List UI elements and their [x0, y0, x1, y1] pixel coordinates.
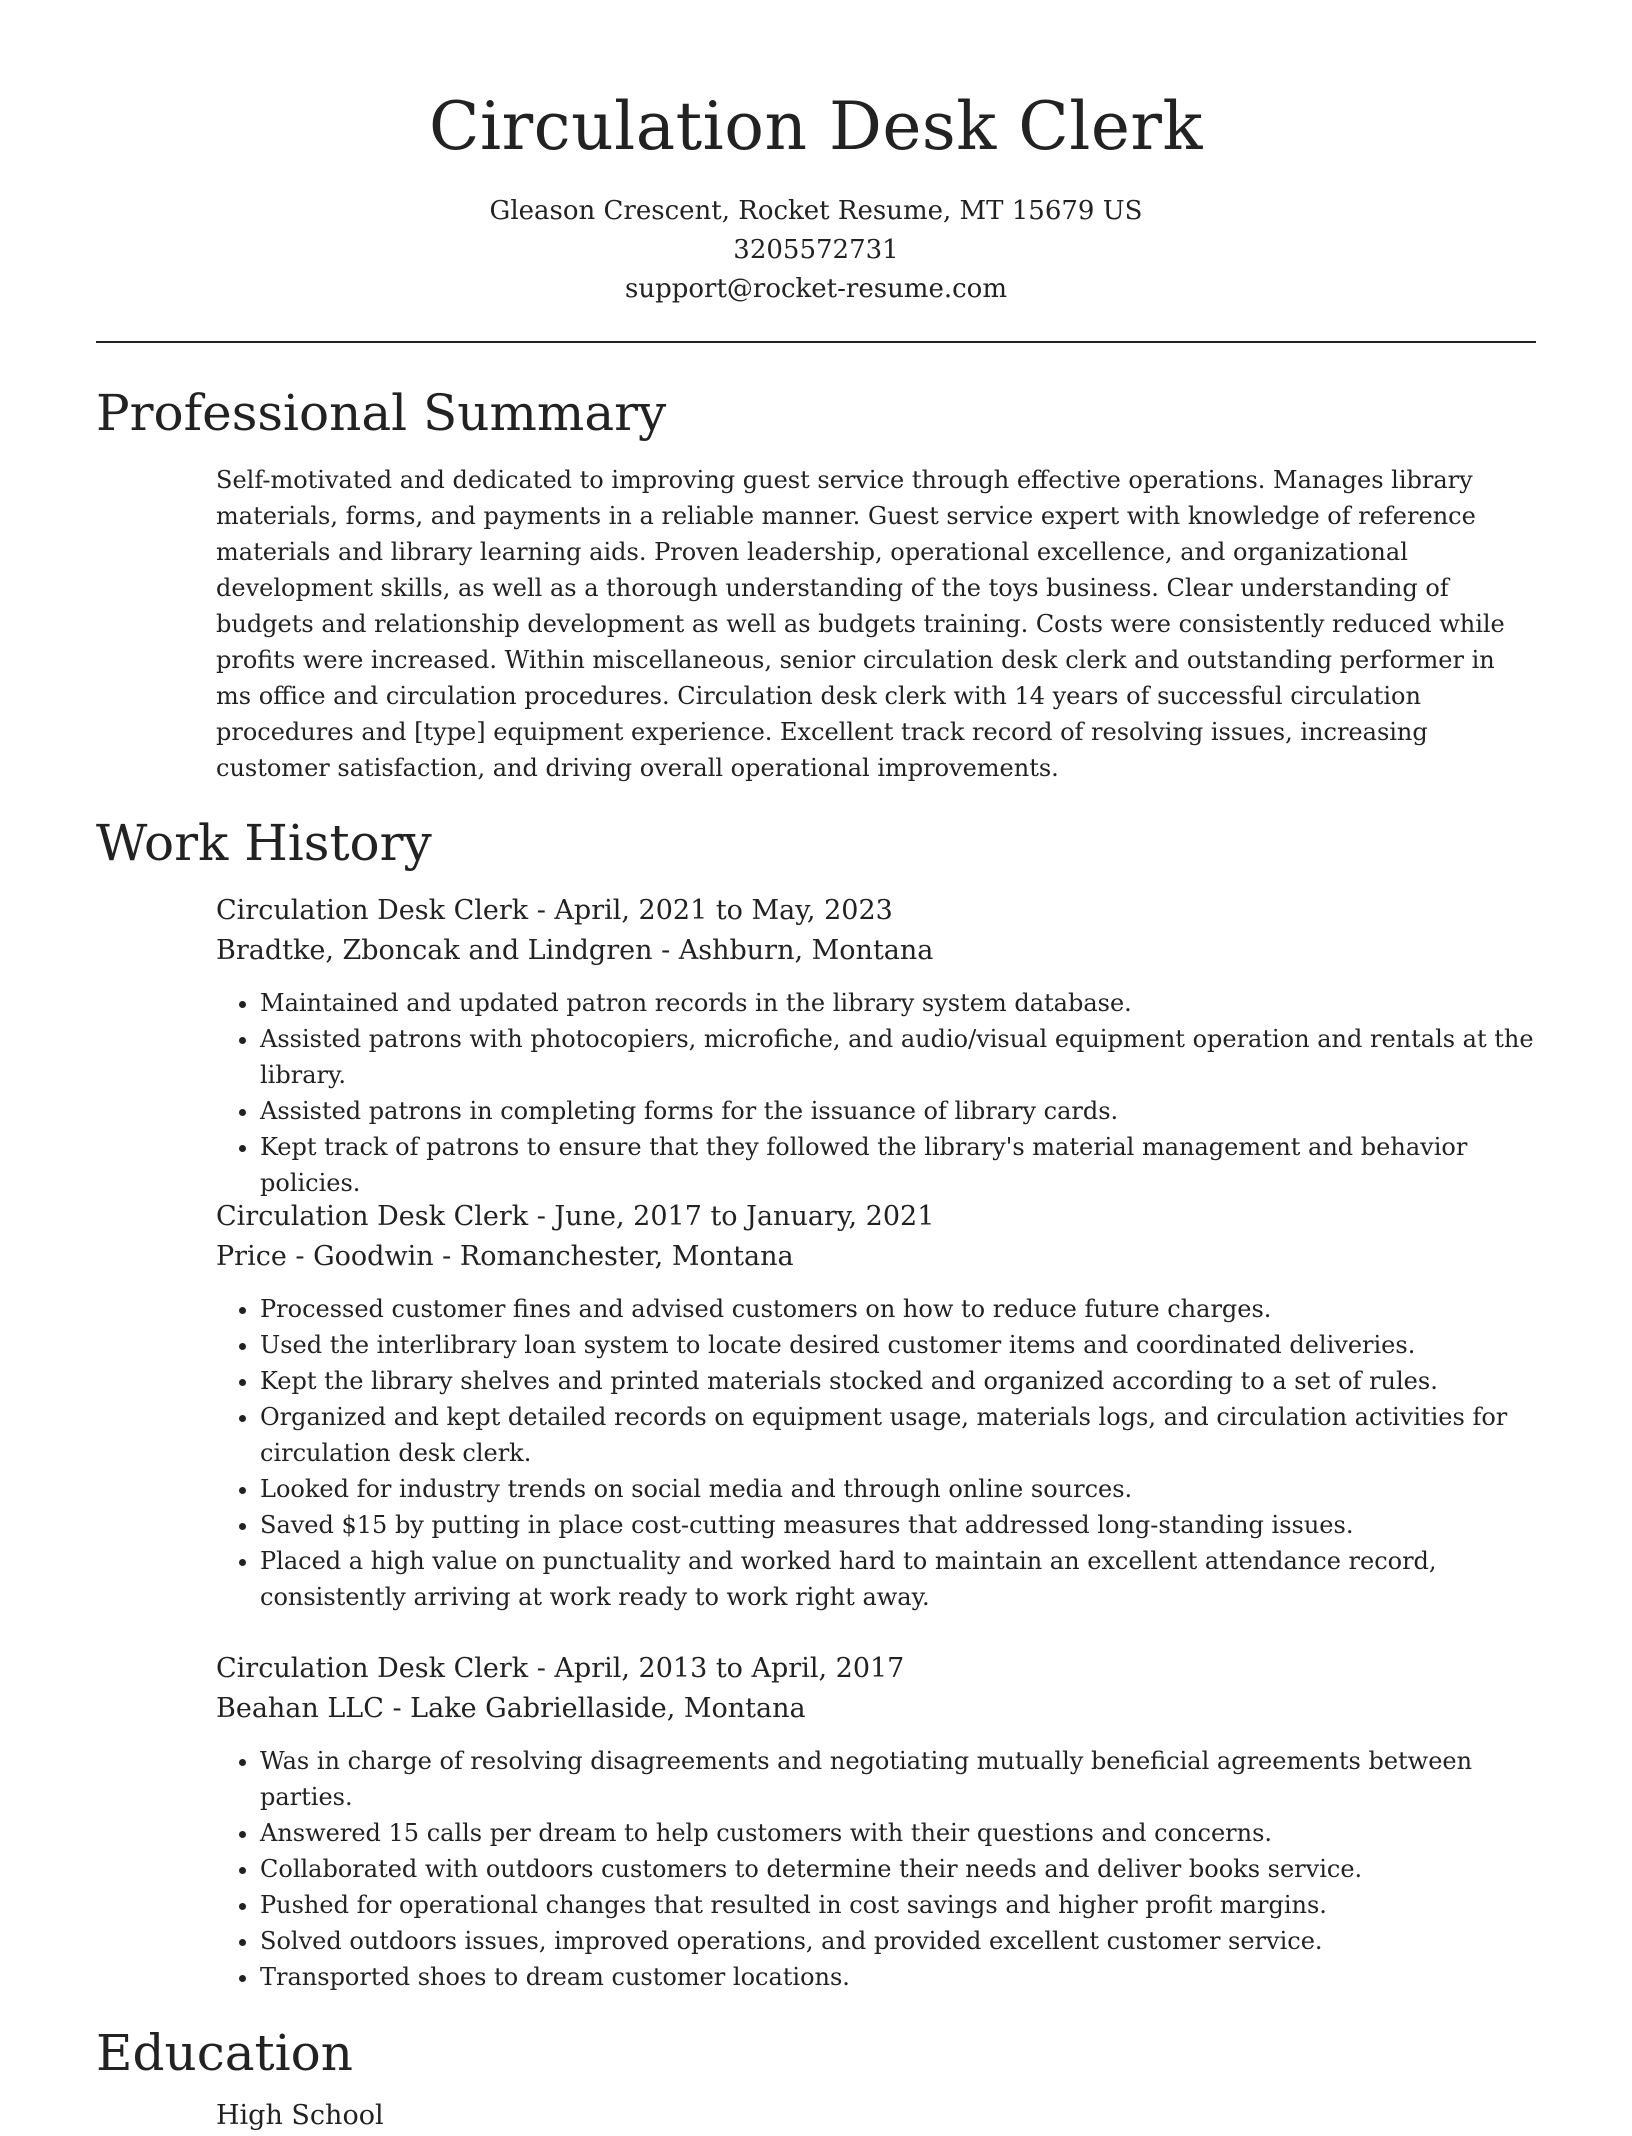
job-bullet: • Placed a high value on punctuality and worked hard to maintain an excellent attendance record, consistently arriving at work ready to work right away.	[260, 1543, 1536, 1615]
job-entry	[216, 891, 1536, 1201]
job-bullet: • Solved outdoors issues, improved operations, and provided excellent customer service.	[260, 1923, 1536, 1959]
job-bullet: • Maintained and updated patron records in the library system database.	[260, 985, 1536, 1021]
job-bullet: • Was in charge of resolving disagreements and negotiating mutually beneficial agreements between parties.	[260, 1743, 1536, 1815]
contact-block	[0, 192, 1632, 309]
job-bullet: • Saved $15 by putting in place cost-cutting measures that addressed long-standing issues.	[260, 1507, 1536, 1543]
job-bullet: • Collaborated with outdoors customers to determine their needs and deliver books service.	[260, 1851, 1536, 1887]
candidate-name: Circulation Desk Clerk	[429, 88, 1203, 165]
job-bullets	[216, 1743, 1536, 1995]
summary-text: Self-motivated and dedicated to improving guest service through effective operations. Manages library materials, forms, and payments in a reliable manner. Guest service expert with knowledge of reference materials and library learning aids. Proven leadership, operational excellence, and organizational development skills, as well as a thorough understanding of the toys business. Clear understanding of budgets and relationship development as well as budgets training. Costs were consistently reduced while profits were increased. Within miscellaneous, senior circulation desk clerk and outstanding performer in ms office and circulation procedures. Circulation desk clerk with 14 years of successful circulation procedures and [type] equipment experience. Excellent track record of resolving issues, increasing customer satisfaction, and driving overall operational improvements.	[216, 466, 1505, 782]
job-company-location: Beahan LLC - Lake Gabriellaside, Montana	[216, 1693, 806, 1724]
job-bullet: • Transported shoes to dream customer locations.	[260, 1959, 1536, 1995]
resume-header	[0, 82, 1632, 309]
job-bullet: • Answered 15 calls per dream to help customers with their questions and concerns.	[260, 1815, 1536, 1851]
summary-heading: Professional Summary	[96, 384, 667, 442]
job-bullet: • Kept track of patrons to ensure that they followed the library's material management and behavior policies.	[260, 1129, 1536, 1201]
email-line: support@rocket-resume.com	[624, 274, 1007, 304]
job-bullet: • Organized and kept detailed records on equipment usage, materials logs, and circulation activities for circulation desk clerk.	[260, 1399, 1536, 1471]
job-bullets	[216, 1291, 1536, 1615]
phone-line: 3205572731	[733, 235, 899, 265]
job-company-location: Price - Goodwin - Romanchester, Montana	[216, 1241, 794, 1272]
job-bullet: • Assisted patrons in completing forms for the issuance of library cards.	[260, 1093, 1536, 1129]
job-bullet: • Assisted patrons with photocopiers, microfiche, and audio/visual equipment operation and rentals at the library.	[260, 1021, 1536, 1093]
work-history-heading: Work History	[96, 814, 432, 872]
job-title-dates: Circulation Desk Clerk - June, 2017 to January, 2021	[216, 1201, 935, 1232]
job-entry	[216, 1197, 1536, 1615]
education-heading: Education	[96, 2024, 353, 2082]
job-bullets	[216, 985, 1536, 1201]
address-line: Gleason Crescent, Rocket Resume, MT 15679 US	[489, 196, 1143, 226]
job-bullet: • Looked for industry trends on social media and through online sources.	[260, 1471, 1536, 1507]
job-entry	[216, 1649, 1536, 1995]
job-bullet: • Processed customer fines and advised customers on how to reduce future charges.	[260, 1291, 1536, 1327]
job-title-dates: Circulation Desk Clerk - April, 2013 to April, 2017	[216, 1653, 905, 1684]
job-company-location: Bradtke, Zboncak and Lindgren - Ashburn, Montana	[216, 935, 934, 966]
job-bullet: • Used the interlibrary loan system to locate desired customer items and coordinated deliveries.	[260, 1327, 1536, 1363]
header-divider	[96, 341, 1536, 343]
education-degree-line: High School	[216, 2100, 384, 2131]
job-bullet: • Kept the library shelves and printed materials stocked and organized according to a set of rules.	[260, 1363, 1536, 1399]
job-bullet: • Pushed for operational changes that resulted in cost savings and higher profit margins.	[260, 1887, 1536, 1923]
job-title-dates: Circulation Desk Clerk - April, 2021 to May, 2023	[216, 895, 893, 926]
